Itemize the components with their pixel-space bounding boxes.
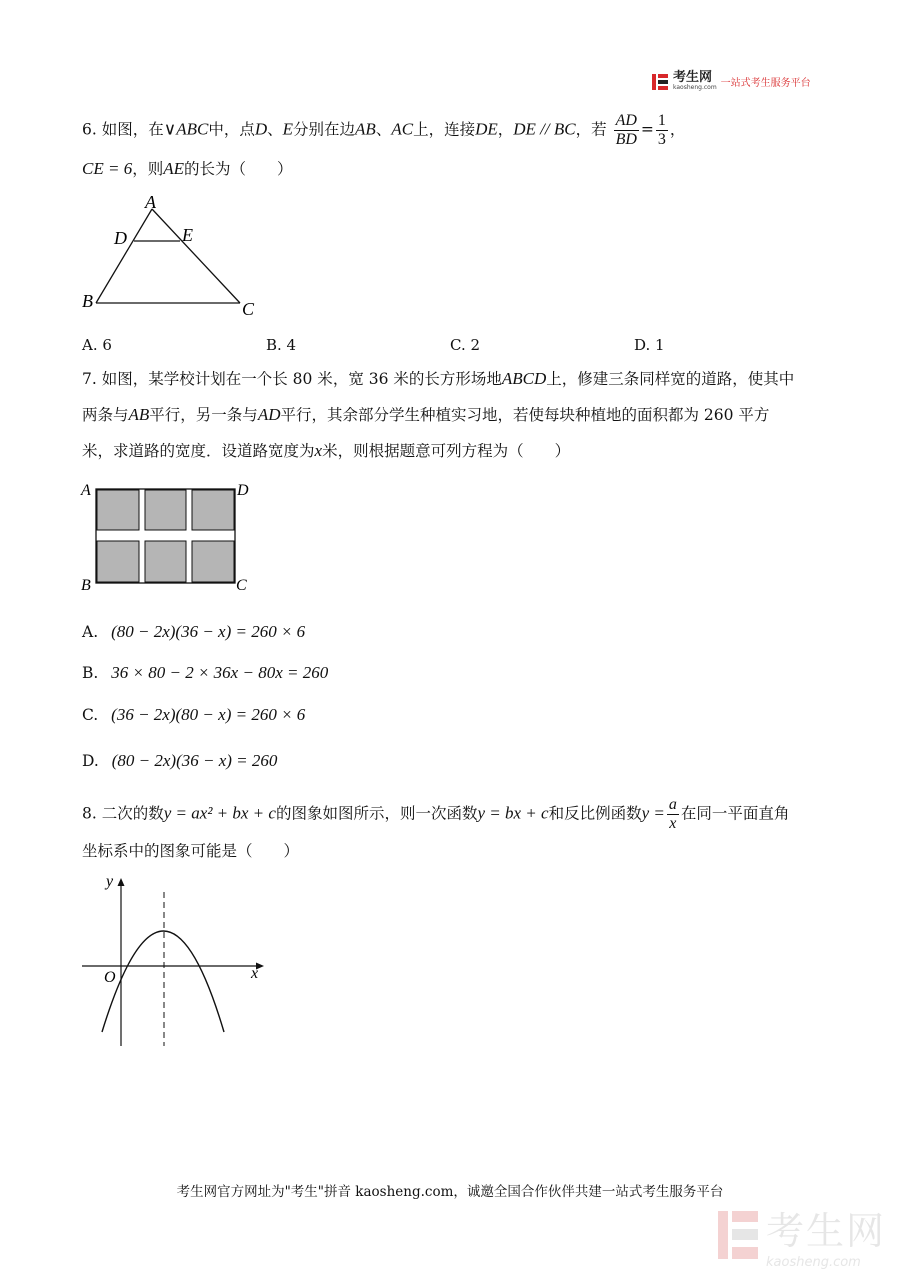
label-b: B: [81, 577, 91, 594]
q6-text: ，: [669, 120, 686, 139]
plot: [192, 541, 234, 582]
q6-option-b[interactable]: B. 4: [266, 336, 297, 354]
q6-triangle: ∨ABC: [163, 119, 209, 139]
q6-fraction-one-third: [656, 112, 668, 149]
q6-option-c[interactable]: C. 2: [450, 336, 481, 354]
q6-line2: [82, 158, 293, 180]
q6-option-d[interactable]: D. 1: [634, 336, 665, 354]
q6-text: 分别在边: [293, 120, 356, 139]
q8-parabola-graph: [78, 870, 268, 1052]
q6-text: 、: [267, 120, 283, 139]
q8-linear: y = bx + c: [477, 803, 549, 823]
q6-segment-de: DE: [475, 119, 498, 139]
label-a: A: [145, 192, 156, 212]
option-prefix: A.: [82, 623, 99, 641]
q6-text: ，则: [132, 160, 164, 178]
q7-line1: [82, 368, 794, 390]
q8-line1: [82, 796, 789, 833]
q7-number: 7.: [82, 370, 97, 388]
q7-text: 上，修建三条同样宽的道路，使其中: [546, 370, 795, 388]
fraction-numerator: a: [668, 796, 677, 813]
option-prefix: D.: [82, 752, 99, 770]
q6-text: 中，点: [208, 120, 255, 139]
q7-line2: [82, 404, 769, 426]
plot: [145, 541, 186, 582]
label-c: C: [242, 299, 255, 319]
q8-y-equals: y =: [641, 803, 665, 823]
q7-text: 两条与: [82, 406, 129, 424]
q8-text: 和反比例函数: [548, 804, 642, 823]
logo-name: 考生网: [673, 70, 713, 85]
q8-quadratic: y = ax² + bx + c: [163, 803, 276, 823]
option-prefix: C.: [82, 706, 99, 724]
label-y: y: [106, 873, 114, 890]
q6-line1: [82, 112, 685, 149]
plot: [97, 490, 139, 530]
kaosheng-logo-icon: [651, 73, 669, 91]
fraction-numerator: AD: [615, 112, 637, 129]
option-prefix: B.: [82, 664, 99, 682]
triangle-side-ab: [96, 209, 152, 303]
q6-equals: =: [640, 120, 654, 139]
q7-field-figure: [78, 478, 258, 596]
label-d: D: [237, 482, 249, 499]
watermark-name: 考生网: [766, 1209, 887, 1253]
q6-text: ，: [497, 120, 514, 139]
plot: [97, 541, 139, 582]
logo-domain: kaosheng.com: [673, 84, 717, 91]
label-c: C: [236, 577, 247, 594]
q7-rect-abcd: ABCD: [501, 369, 547, 388]
header-logo: [651, 72, 811, 91]
q6-fraction-ad-bd: [614, 112, 639, 149]
fraction-numerator: 1: [657, 112, 666, 129]
q6-text: 、: [375, 120, 392, 139]
q6-segment-ae: AE: [163, 159, 184, 178]
label-origin: O: [104, 969, 116, 986]
q7-text: 米，求道路的宽度．设道路宽度为: [82, 442, 315, 460]
q6-text: 如图，在: [101, 120, 164, 139]
option-expression: 36 × 80 − 2 × 36x − 80x = 260: [111, 663, 329, 682]
q6-ce-equation: CE = 6: [82, 159, 133, 178]
fraction-denominator: 3: [657, 131, 666, 148]
q7-variable-x: x: [314, 441, 323, 460]
q6-text: ，若: [575, 120, 607, 139]
option-expression: (80 − 2x)(36 − x) = 260: [111, 751, 278, 770]
footer-text: 考生网官方网址为"考生"拼音 kaosheng.com，诚邀全国合作伙伴共建一站式考生服务平台: [176, 1184, 724, 1200]
q6-text: 的长为（ ）: [184, 160, 293, 178]
label-d: D: [114, 228, 127, 248]
label-b: B: [82, 291, 93, 311]
q7-side-ad: AD: [257, 405, 281, 424]
q6-point-e: E: [282, 119, 294, 139]
q8-number: 8.: [82, 804, 97, 823]
option-expression: (36 − 2x)(80 − x) = 260 × 6: [111, 705, 306, 724]
q6-option-a[interactable]: A. 6: [82, 336, 112, 354]
q6-side-ac: AC: [391, 119, 414, 139]
label-x: x: [251, 965, 259, 982]
label-e: E: [182, 225, 193, 245]
triangle-side-ac: [152, 209, 240, 303]
q6-point-d: D: [254, 119, 268, 139]
q6-side-ab: AB: [355, 119, 376, 139]
q8-text: 二次的数: [101, 804, 164, 823]
q7-option-b[interactable]: [82, 662, 328, 684]
plot: [145, 490, 186, 530]
q7-option-d[interactable]: [82, 750, 277, 772]
q7-text: 米，则根据题意可列方程为（ ）: [322, 442, 571, 460]
q6-number: 6.: [82, 120, 97, 139]
q8-text: 在同一平面直角: [680, 804, 790, 823]
watermark-logo-icon: [716, 1209, 760, 1261]
q7-side-ab: AB: [128, 405, 150, 424]
label-a: A: [81, 482, 91, 499]
watermark: [716, 1200, 886, 1270]
q7-text: 平行，其余部分学生种植实习地，若使每块种植地的面积都为 260 平方: [280, 406, 770, 424]
watermark-domain: kaosheng.com: [766, 1255, 861, 1270]
q7-text: 如图，某学校计划在一个长 80 米，宽 36 米的长方形场地: [101, 370, 502, 388]
q7-line3: [82, 440, 570, 462]
fraction-denominator: BD: [615, 131, 637, 148]
fraction-denominator: x: [669, 815, 677, 832]
option-expression: (80 − 2x)(36 − x) = 260 × 6: [111, 622, 306, 641]
q6-triangle-figure: [78, 190, 268, 320]
q7-option-a[interactable]: [82, 621, 305, 643]
q6-parallel: DE // BC: [513, 119, 576, 139]
q7-option-c[interactable]: [82, 704, 305, 726]
q8-fraction-a-x: [667, 796, 679, 833]
q7-text: 平行，另一条与: [149, 406, 258, 424]
q6-text: 上，连接: [413, 120, 476, 139]
parabola-curve: [102, 931, 224, 1032]
plot: [192, 490, 234, 530]
y-axis-arrow-icon: [118, 878, 125, 886]
q8-line2: 坐标系中的图象可能是（ ）: [82, 842, 300, 860]
q8-text: 的图象如图所示，则一次函数: [275, 804, 478, 823]
header-tagline: 一站式考生服务平台: [720, 78, 811, 89]
